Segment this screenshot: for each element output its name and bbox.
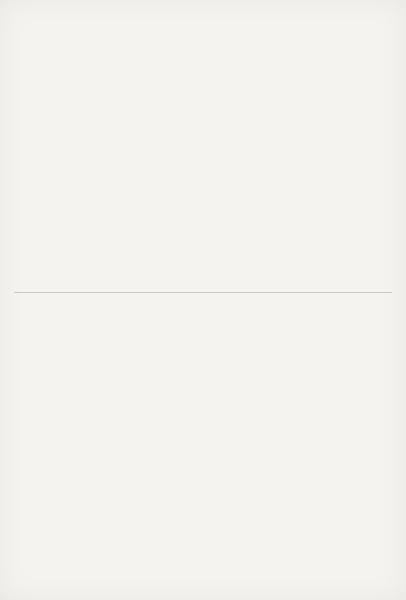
- section-divider: [14, 292, 392, 293]
